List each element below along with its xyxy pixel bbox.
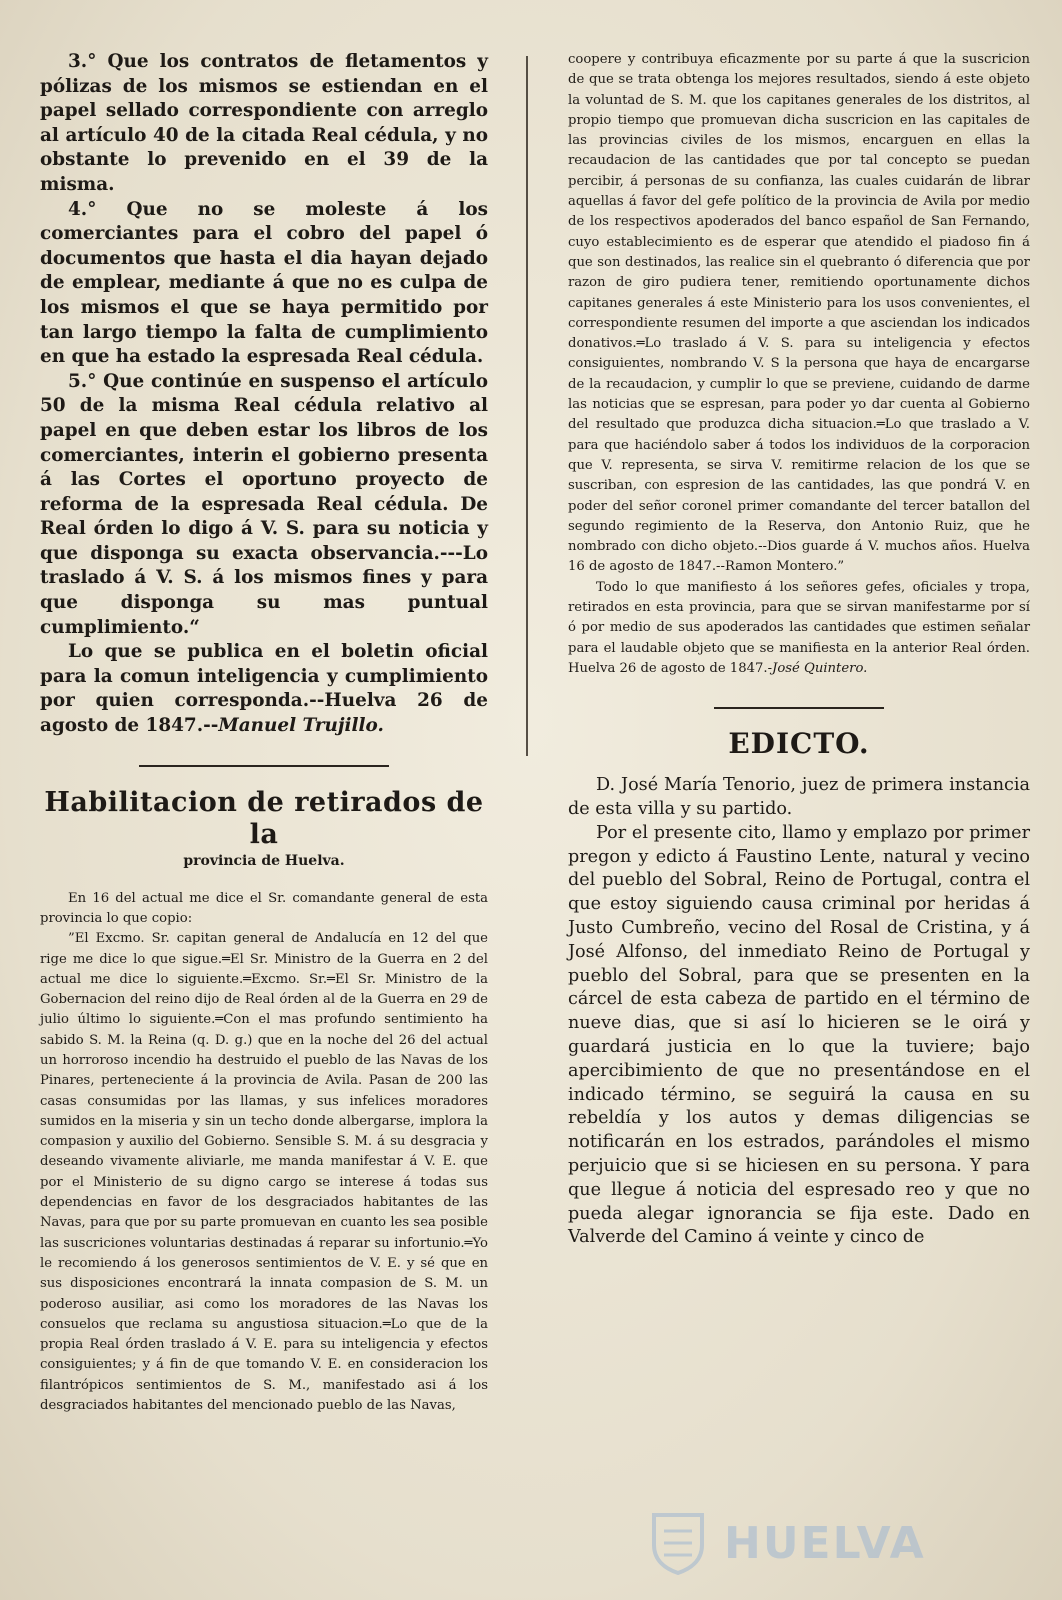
watermark <box>650 1508 950 1578</box>
body-paragraph-4 <box>568 578 1030 679</box>
shield-icon <box>650 1511 706 1575</box>
edict-title: EDICTO. <box>728 727 870 761</box>
right-column <box>568 50 1030 1250</box>
section-subtitle: provincia de Huelva. <box>183 852 345 869</box>
article-item-4: 4.° Que no se moleste á los comerciantes para el cobro del papel ó documentos que hasta el dia hayan dejado de emplear, mediante á que no es culpa de los mismos el que se haya permitido por tan largo tiempo la falta de cumplimiento en que ha estado la espresada Real cédula. <box>40 198 488 368</box>
body-paragraph-3: coopere y contribuya eficazmente por su parte á que la suscricion de que se trata obtenga los mejores resultados, siendo á este objeto la voluntad de S. M. que los capitanes generales de los distritos, al propio tiempo que promuevan dicha suscricion en las capitales de las provincias civiles de los mismos, encarguen en ellas la recaudacion de las cantidades que por tal concepto se puedan percibir, á personas de su confianza, las cuales cuidarán de librar aquellas á favor del gefe político de la provincia de Avila por medio de los respectivos apoderados del banco español de San Fernando, cuyo establecimiento es de esperar que atendido el piadoso fin á que son destinados, las realice sin el quebranto ó diferencia que por razon de giro pudiera tener, remitiendo oportunamente dichos capitanes generales á este Ministerio para los usos convenientes, el correspondiente resumen del importe a que asciendan los indicados donativos.═Lo traslado á V. S. para su inteligencia y efectos consiguientes, nombrando V. S la persona que haya de encargarse de la recaudacion, y cumplir lo que se previene, cuidando de darme las noticias que se espresan, para poder yo dar cuenta al Gobierno del resultado que produzca dicha situacion.═Lo que traslado a V. para que haciéndolo saber á todos los individuos de la corporacion que V. representa, se sirva V. remitirme relacion de los que se suscriban, con espresion de las cantidades, las que pondrá V. en poder del señor coronel primer comandante del tercer batallon del segundo regimiento de la Reserva, don Antonio Ruiz, que he nombrado con dicho objeto.--Dios guarde á V. muchos años. Huelva 16 de agosto de 1847.--Ramon Montero.” <box>568 52 1030 575</box>
edict-paragraph-2: Por el presente cito, llamo y emplazo por primer pregon y edicto á Faustino Lente, natural y vecino del pueblo del Sobral, Reino de Portugal, contra el que estoy siguiendo causa criminal por heridas á Justo Cumbreño, vecino del Rosal de Cristina, y á José Alfonso, del inmediato Reino de Portugal y pueblo del Sobral, para que se presenten en la cárcel de esta cabeza de partido en el término de nueve dias, que si así lo hicieren se le oirá y guardará justicia en lo que la tuviere; bajo apercibimiento de que no presentándose en el indicado término, se seguirá la causa en su rebeldía y los autos y demas diligencias se notificarán en los estrados, parándoles el mismo perjuicio que si se hiciesen en su persona. Y para que llegue á noticia del espresado reo y que no pueda alegar ignorancia se fija este. Dado en Valverde del Camino á veinte y cinco de <box>568 822 1030 1248</box>
closing-signature: Manuel Trujillo. <box>218 715 384 737</box>
body-paragraph-2: ”El Excmo. Sr. capitan general de Andalucía en 12 del que rige me dice lo que sigue.═El Sr. Ministro de la Guerra en 2 del actual me dice lo siguiente.═Excmo. Sr.═El Sr. Ministro de la Gobernacion del reino dijo de Real órden al de la Guerra en 29 de julio último lo siguiente.═Con el mas profundo sentimiento ha sabido S. M. la Reina (q. D. g.) que en la noche del 26 del actual un horroroso incendio ha destruido el pueblo de las Navas de los Pinares, perteneciente á la provincia de Avila. Pasan de 200 las casas consumidas por las llamas, y sus infelices moradores sumidos en la miseria y sin un techo donde albergarse, implora la compasion y auxilio del Gobierno. Sensible S. M. á su desgracia y deseando vivamente aliviarle, me manda manifestar á V. E. que por el Ministerio de su digno cargo se interese á todas sus dependencias en favor de los desgraciados habitantes de las Navas, para que por su parte promuevan en cuanto les sea posible las suscriciones voluntarias destinadas á reparar su infortunio.═Yo le recomiendo á los generosos sentimientos de V. E. y sé que en sus disposiciones encontrará la innata compasion de S. M. un poderoso ausiliar, asi como los moradores de las Navas los consuelos que reclama su angustiosa situacion.═Lo que de la propia Real órden traslado á V. E. para su inteligencia y efectos consiguientes; y á fin de que tomando V. E. en consideracion los filantrópicos sentimientos de S. M., manifestado asi á los desgraciados habitantes del mencionado pueblo de las Navas, <box>40 931 488 1414</box>
edict-paragraph-1: D. José María Tenorio, juez de primera instancia de esta villa y su partido. <box>568 775 1030 819</box>
closing-paragraph <box>40 640 488 738</box>
closing-text: Lo que se publica en el boletin oficial para la comun inteligencia y cumplimiento por quien corresponda.--Huelva 26 de agosto de 1847.-- <box>40 641 488 737</box>
section-divider <box>139 765 389 767</box>
left-column <box>40 50 488 1416</box>
article-item-5: 5.° Que continúe en suspenso el artículo 50 de la misma Real cédula relativo al papel en que deben estar los libros de los comerciantes, interin el gobierno presenta á las Cortes el oportuno proyecto de reforma de la espresada Real cédula. De Real órden lo digo á V. S. para su noticia y que disponga su exacta observancia.---Lo traslado á V. S. á los mismos fines y para que disponga su mas puntual cumplimiento.“ <box>40 370 488 638</box>
watermark-text: HUELVA <box>724 1517 926 1569</box>
column-rule <box>526 56 528 756</box>
article-item-3: 3.° Que los contratos de fletamentos y pólizas de los mismos se estiendan en el papel sellado correspondiente con arreglo al artículo 40 de la citada Real cédula, y no obstante lo prevenido en el 39 de la misma. <box>40 51 488 195</box>
edict-divider <box>714 707 884 709</box>
signature: José Quintero. <box>772 660 868 676</box>
section-title: Habilitacion de retirados de la <box>44 786 484 850</box>
body-paragraph-4-text: Todo lo que manifiesto á los señores gefes, oficiales y tropa, retirados en esta provincia, para que se sirvan manifestarme por sí ó por medio de sus apoderados las cantidades que estimen señalar para el laudable objeto que se manifiesta en la anterior Real órden. Huelva 26 de agosto de 1847.- <box>568 579 1030 676</box>
body-paragraph-1: En 16 del actual me dice el Sr. comandante general de esta provincia lo que copio: <box>40 890 488 926</box>
